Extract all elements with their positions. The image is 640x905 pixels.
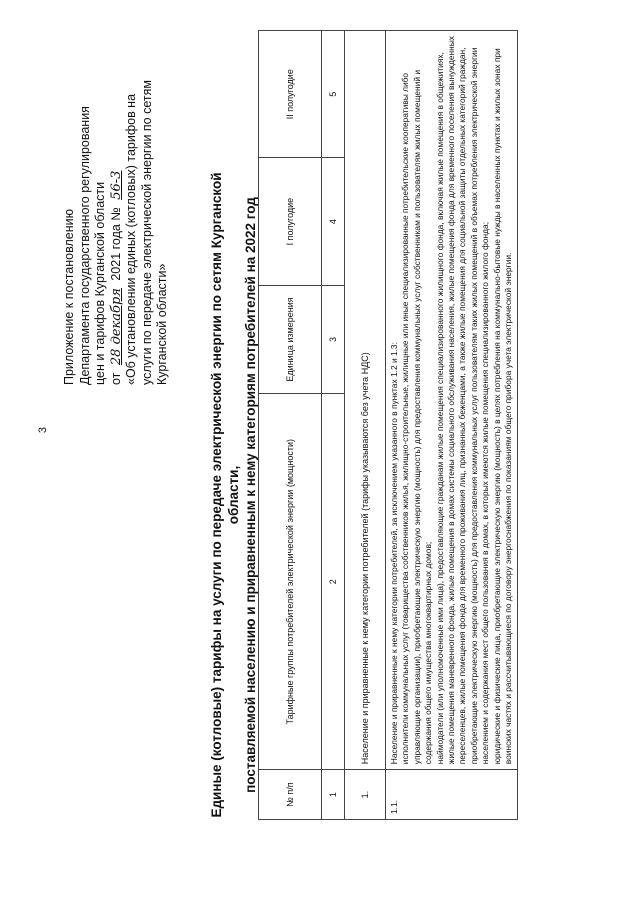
- approval-line: Приложение к постановлению: [62, 209, 76, 385]
- approval-line: Департамента государственного регулирования: [77, 106, 92, 385]
- tariff-table: [258, 30, 518, 820]
- approval-line: «Об установлении единых (котловых) тарифов на: [124, 93, 138, 385]
- approval-block: [62, 55, 171, 385]
- title-line: поставляемой населению и приравненным к нему категориям потребителей на 2022 год: [243, 197, 258, 793]
- index-row: [322, 31, 345, 820]
- page-number: 3: [37, 426, 50, 434]
- year-text: 2021 года №: [108, 207, 123, 281]
- row-paragraph: юридические и физические лица, приобретающие электрическую энергию (мощность) в целях потребления на коммунально-бытовые нужды в населенных пунктах и жилых зонах при воинских частях и рассчитывающиеся по договору энергоснабжения по показаниям общего прибора учета электрической энергии.: [491, 48, 514, 765]
- section-row: [345, 31, 386, 820]
- header-half2: II полугодие: [259, 31, 322, 158]
- index-cell: 4: [322, 158, 345, 285]
- header-num: № п/п: [259, 770, 322, 820]
- header-half1: I полугодие: [259, 158, 322, 285]
- handwritten-date: 28 декабря: [108, 288, 124, 366]
- header-row: [259, 31, 322, 820]
- approval-date-line: [109, 55, 125, 385]
- approval-line: цен и тарифов Курганской области: [93, 181, 107, 385]
- index-cell: 1: [322, 770, 345, 820]
- header-group: Тарифные группы потребителей электрической энергии (мощности): [259, 394, 322, 770]
- header-unit: Единица измерения: [259, 285, 322, 393]
- row-paragraph: Население и приравненные к нему категории потребителей, за исключением указанного в пунктах 1.2 и 1.3:: [389, 342, 399, 765]
- approval-line: услуги по передаче электрической энергии по сетям: [139, 80, 154, 385]
- approval-line: Курганской области»: [155, 263, 169, 385]
- index-cell: 2: [322, 394, 345, 770]
- row-num: 1.1.: [386, 770, 518, 820]
- table-row: [386, 31, 518, 820]
- handwritten-number: 56-3: [108, 170, 124, 200]
- section-num: 1.: [345, 770, 386, 820]
- section-text: Население и приравненные к нему категории потребителей (тарифы указываются без учета НДС): [345, 31, 386, 770]
- document-title: [208, 155, 259, 835]
- row-paragraph: исполнители коммунальных услуг (товарищества собственников жилья, жилищно-строительные, жилищные или иные специализированные потребительские кооперативы либо управляющие организации), приобретающие электрическую энергию (мощность) для предоставления коммунальных услуг собственникам и пользователям жилых помещений и содержания общего имущества многоквартирных домов;: [400, 69, 434, 765]
- title-line: Единые (котловые) тарифы на услуги по передаче электрической энергии по сетям Курганской области,: [209, 172, 241, 818]
- row-description: [386, 31, 518, 770]
- index-cell: 5: [322, 31, 345, 158]
- row-paragraph: наймодатели (или уполномоченные ими лица), предоставляющие гражданам жилые помещения специализированного жилищного фонда, включая жилые помещения в общежитиях, жилые помещения маневренного фонда, жилые помещения в домах системы социального обслуживания населения, жилые помещения фонда для временного поселения вынужденных переселенцев, жилые помещения фонда для временного проживания лиц, признанных беженцами, а также жилые помещения для социальной защиты отдельных категорий граждан, приобретающие электрическую энергию (мощность) для предоставления коммунальных услуг пользователям таких жилых помещений в объемах потребления электрической энергии населением и содержания мест общего пользования в домах, в которых имеются жилые помещения специализированного жилого фонда;: [434, 36, 491, 765]
- index-cell: 3: [322, 285, 345, 393]
- date-prefix: от: [108, 372, 123, 385]
